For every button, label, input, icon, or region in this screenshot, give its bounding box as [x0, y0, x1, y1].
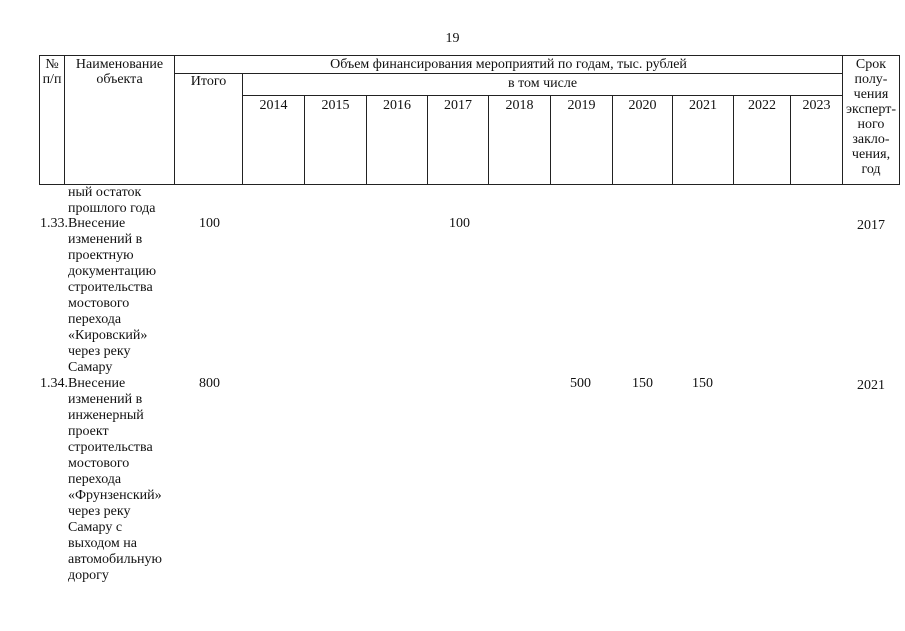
- header-year: 2023: [802, 98, 831, 113]
- header-num: № п/п: [42, 57, 62, 87]
- row-number: 1.33.: [40, 216, 68, 231]
- row-value-2017: 100: [449, 216, 470, 231]
- header-name: Наименование объекта: [75, 57, 164, 87]
- header-year: 2018: [505, 98, 534, 113]
- header-including: в том числе: [507, 76, 578, 91]
- table-header: [39, 55, 900, 185]
- header-financing-title: Объем финансирования мероприятий по годам, тыс. рублей: [330, 57, 687, 72]
- row-value-2021: 150: [692, 376, 713, 391]
- header-year: 2017: [444, 98, 472, 113]
- row-deadline: 2017: [857, 218, 885, 233]
- page-number: 19: [445, 31, 460, 46]
- header-year: 2014: [259, 98, 288, 113]
- row-name: Внесение изменений в инженерный проект строительства мостового перехода «Фрунзенский» через реку Самару с выходом на автомобильную дорогу: [68, 376, 162, 583]
- row-value-2020: 150: [632, 376, 653, 391]
- header-deadline: Срок полу- чения эксперт- ного закло- чения, год: [846, 57, 896, 177]
- row-name: Внесение изменений в проектную документацию строительства мостового перехода «Кировский» через реку Самару: [68, 216, 157, 375]
- header-total: Итого: [190, 74, 227, 89]
- row-total: 800: [199, 376, 220, 391]
- header-year: 2015: [321, 98, 350, 113]
- header-year: 2019: [567, 98, 596, 113]
- header-year: 2016: [383, 98, 411, 113]
- row-number: 1.34.: [40, 376, 68, 391]
- row-value-2019: 500: [570, 376, 591, 391]
- header-year: 2020: [628, 98, 657, 113]
- header-year: 2022: [748, 98, 776, 113]
- continuation-text: ный остаток прошлого года: [68, 185, 156, 216]
- header-year: 2021: [689, 98, 717, 113]
- row-deadline: 2021: [857, 378, 885, 393]
- row-total: 100: [199, 216, 220, 231]
